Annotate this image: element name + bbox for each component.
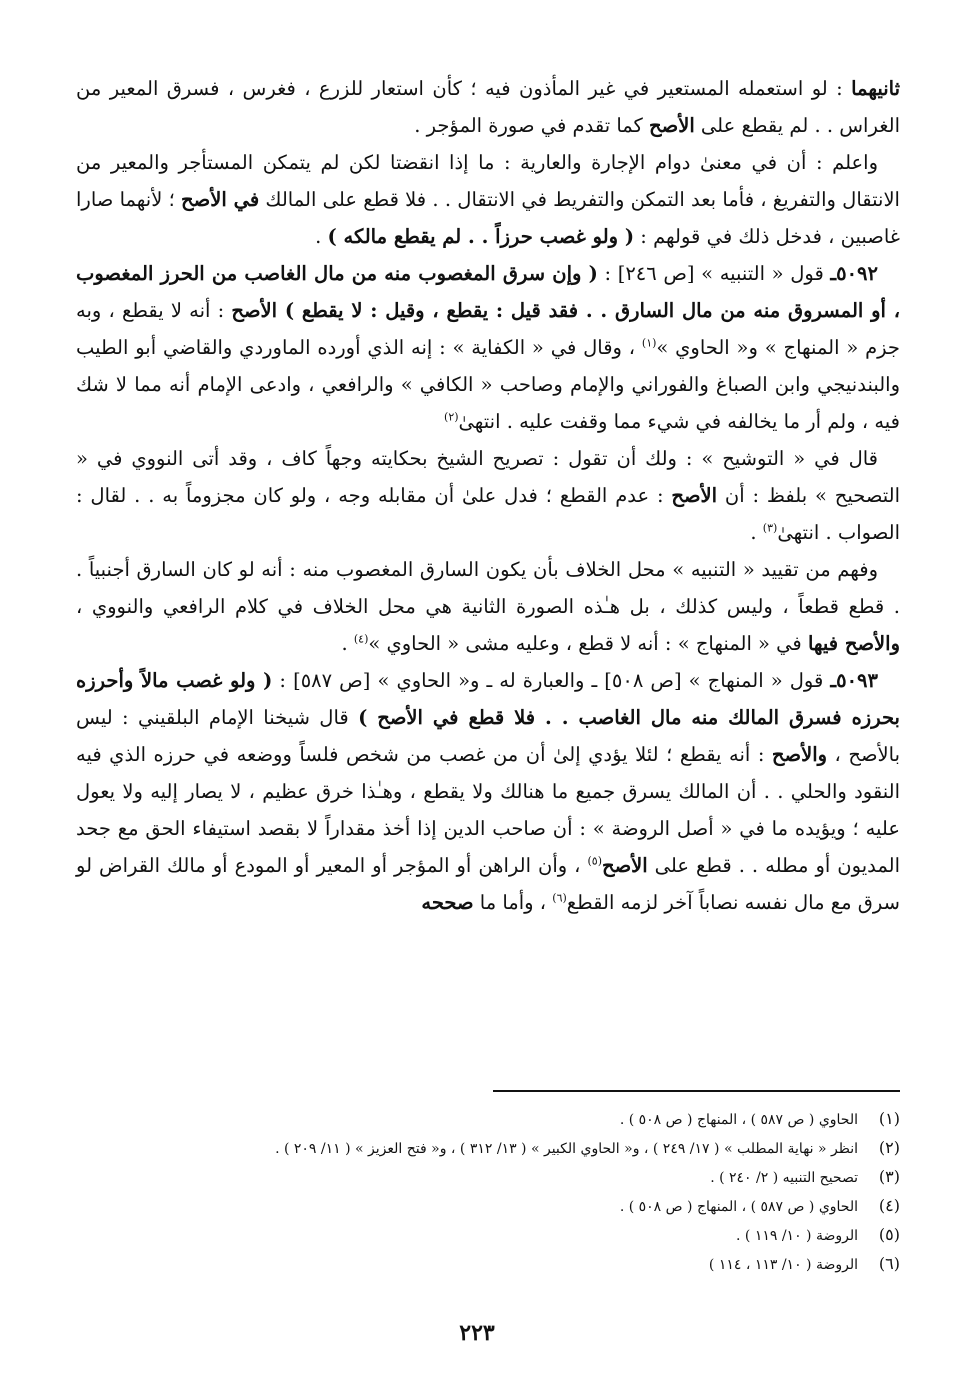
paragraph: [76, 440, 900, 551]
text-run: .: [315, 225, 328, 248]
text-run: وفهم من تقييد « التنبيه » محل الخلاف بأن يكون السارق المغصوب منه : أنه لو كان السارق أجنبياً . . قطع قطعاً ، وليس كذلك ، بل هـٰذه الصورة الثانية هي محل الخلاف في كلام الرافعي والنووي ،: [76, 558, 900, 618]
bold-text: والأصح فيها: [807, 632, 900, 655]
text-run: قول « التنبيه » [ص ٢٤٦] :: [597, 262, 831, 285]
page-number: ٢٢٣: [459, 1320, 495, 1346]
text-run: قال شيخنا الإمام البلقيني : ليس بالأصح ،: [76, 706, 901, 766]
footnote-marker: (١): [641, 336, 657, 350]
footnote: [76, 1221, 900, 1250]
footnote-text: انظر « نهاية المطلب » ( ١٧/ ٢٤٩ ) ، و« الحاوي الكبير » ( ١٣/ ٣١٢ ) ، و« فتح العزيز » ( ١١/ ٢٠٩ ) .: [275, 1141, 858, 1157]
footnote-number: (٢): [878, 1138, 900, 1157]
text-run: ؛ لأنهما صارا غاصبين ، فدخل ذلك في قولهم :: [76, 188, 900, 248]
footnote-marker: (٥): [587, 854, 602, 868]
bold-text: ( ولو غصب حرزاً . . لم يقطع مالكه ): [327, 225, 635, 248]
bold-text: ٥٠٩٢ـ: [830, 262, 879, 285]
bold-text: ٥٠٩٣ـ: [830, 669, 878, 692]
bold-text: ثانيهما: [851, 77, 900, 100]
text-run: ، وأما ما: [473, 891, 553, 914]
text-run: : لو استعمله المستعير في غير المأذون فيه ؛ كأن استعار للزرع ، فغرس ، فسرق المعير من الغراس . . لم يقطع على: [76, 77, 900, 137]
text-run: : أنه يقطع ؛ لئلا يؤدي إلىٰ أن من غصب من شخص فلساً ووضعه في حرزه الذي فيه النقود والحلي . . أن المالك يسرق جميع ما هنالك ولا يقطع ، وهـٰذا خرق عظيم ، لا يصار إليه ولا يعول عليه ؛ ويؤيده ما في « أصل الروضة » : أن صاحب الدين إذا أخذ مقداراً لا بقصد استيفاء الحق مع جحد المديون أو مطله . . قطع على: [76, 743, 901, 877]
footnote-text: الحاوي ( ص ٥٨٧ ) ، المنهاج ( ص ٥٠٨ ) .: [619, 1112, 858, 1128]
footnote-number: (٤): [878, 1196, 900, 1215]
bold-text: والأصح: [771, 743, 828, 766]
text-run: قال في « التوشيح » : ولك أن تقول : تصريح الشيخ بحكايته وجهاً كاف ، وقد أتى النووي في « التصحيح » بلفظ : أن: [76, 447, 900, 507]
paragraph: [76, 144, 900, 255]
footnote-marker: (٢): [444, 410, 459, 424]
footnote-text: الحاوي ( ص ٥٨٧ ) ، المنهاج ( ص ٥٠٨ ) .: [619, 1199, 858, 1215]
footnote-number: (٦): [878, 1254, 900, 1273]
text-run: : أنه لا يقطع ، وبه جزم « المنهاج » و« الحاوي »: [76, 299, 900, 359]
main-text: [76, 70, 900, 921]
paragraph: [76, 662, 900, 921]
footnote-number: (٥): [878, 1225, 900, 1244]
footnote-marker: (٦): [552, 891, 567, 905]
footnote-text: الروضة ( ١٠/ ١١٣ ، ١١٤ ): [708, 1257, 858, 1273]
bold-text: ( وإن سرق المغصوب منه من مال الغاصب من الحرز المغصوب ، أو المسروق منه من مال السارق . . فقد قيل : يقطع ، وقيل : لا يقطع ) الأصح: [76, 262, 900, 322]
text-run: .: [341, 632, 354, 655]
text-run: : عدم القطع ؛ فدل علىٰ أن مقابله وجه ، ولو كان مجزوماً به . . لقال : الصواب . انتهىٰ: [76, 484, 900, 544]
bold-text: الأصح: [671, 484, 718, 507]
bold-text: الأصح: [601, 854, 648, 877]
footnote: [76, 1192, 900, 1221]
text-run: قول « المنهاج » [ص ٥٠٨] ـ والعبارة له ـ و« الحاوي » [ص ٥٨٧] :: [272, 669, 831, 692]
text-run: كما تقدم في صورة المؤجر .: [414, 114, 650, 137]
footnote: [76, 1105, 900, 1134]
footnote-marker: (٤): [353, 632, 369, 646]
footnotes: [76, 1105, 900, 1279]
text-run: .: [750, 521, 763, 544]
footnote-text: الروضة ( ١٠/ ١١٩ ) .: [736, 1228, 858, 1244]
paragraph: [76, 255, 900, 440]
bold-text: الأصح: [649, 114, 695, 137]
footnote-number: (١): [878, 1109, 900, 1128]
footnote-marker: (٣): [762, 521, 778, 535]
footnote-separator: [493, 1090, 900, 1092]
bold-text: صححه: [421, 891, 474, 914]
text-run: واعلم : أن في معنىٰ دوام الإجارة والعارية : ما إذا انقضتا لكن لم يتمكن المستأجر والمعير من الانتقال والتفريغ ، فأما بعد التمكن والتفريط في الانتقال . . فلا قطع على المالك: [76, 151, 900, 211]
footnote: [76, 1250, 900, 1279]
text-run: ، وقال في « الكفاية » : إنه الذي أورده الماوردي والقاضي أبو الطيب والبندنيجي وابن الصباغ والفوراني والإمام وصاحب « الكافي » والرافعي ، وادعى الإمام أنه مما لا شك فيه ، ولم أر ما يخالفه في شيء مما وقفت عليه . انتهىٰ: [76, 336, 900, 433]
footnote-text: تصحيح التنبيه ( ٢/ ٢٤٠ ) .: [710, 1170, 858, 1186]
text-run: ، وأن الراهن أو المؤجر أو المعير أو المودع أو مالك القراض لو سرق مع مال نفسه نصاباً آخر لزمه القطع: [76, 854, 900, 914]
paragraph: [76, 551, 900, 662]
text-run: في « المنهاج » : أنه لا قطع ، وعليه مشى « الحاوي »: [368, 632, 808, 655]
footnote: [76, 1134, 900, 1163]
bold-text: في الأصح: [181, 188, 260, 211]
bold-text: ( ولو غصب مالاً وأحرزه بحرزه فسرق المالك منه مال الغاصب . . فلا قطع في الأصح ): [76, 669, 900, 729]
paragraph: [76, 70, 900, 144]
footnote-number: (٣): [878, 1167, 900, 1186]
footnote: [76, 1163, 900, 1192]
